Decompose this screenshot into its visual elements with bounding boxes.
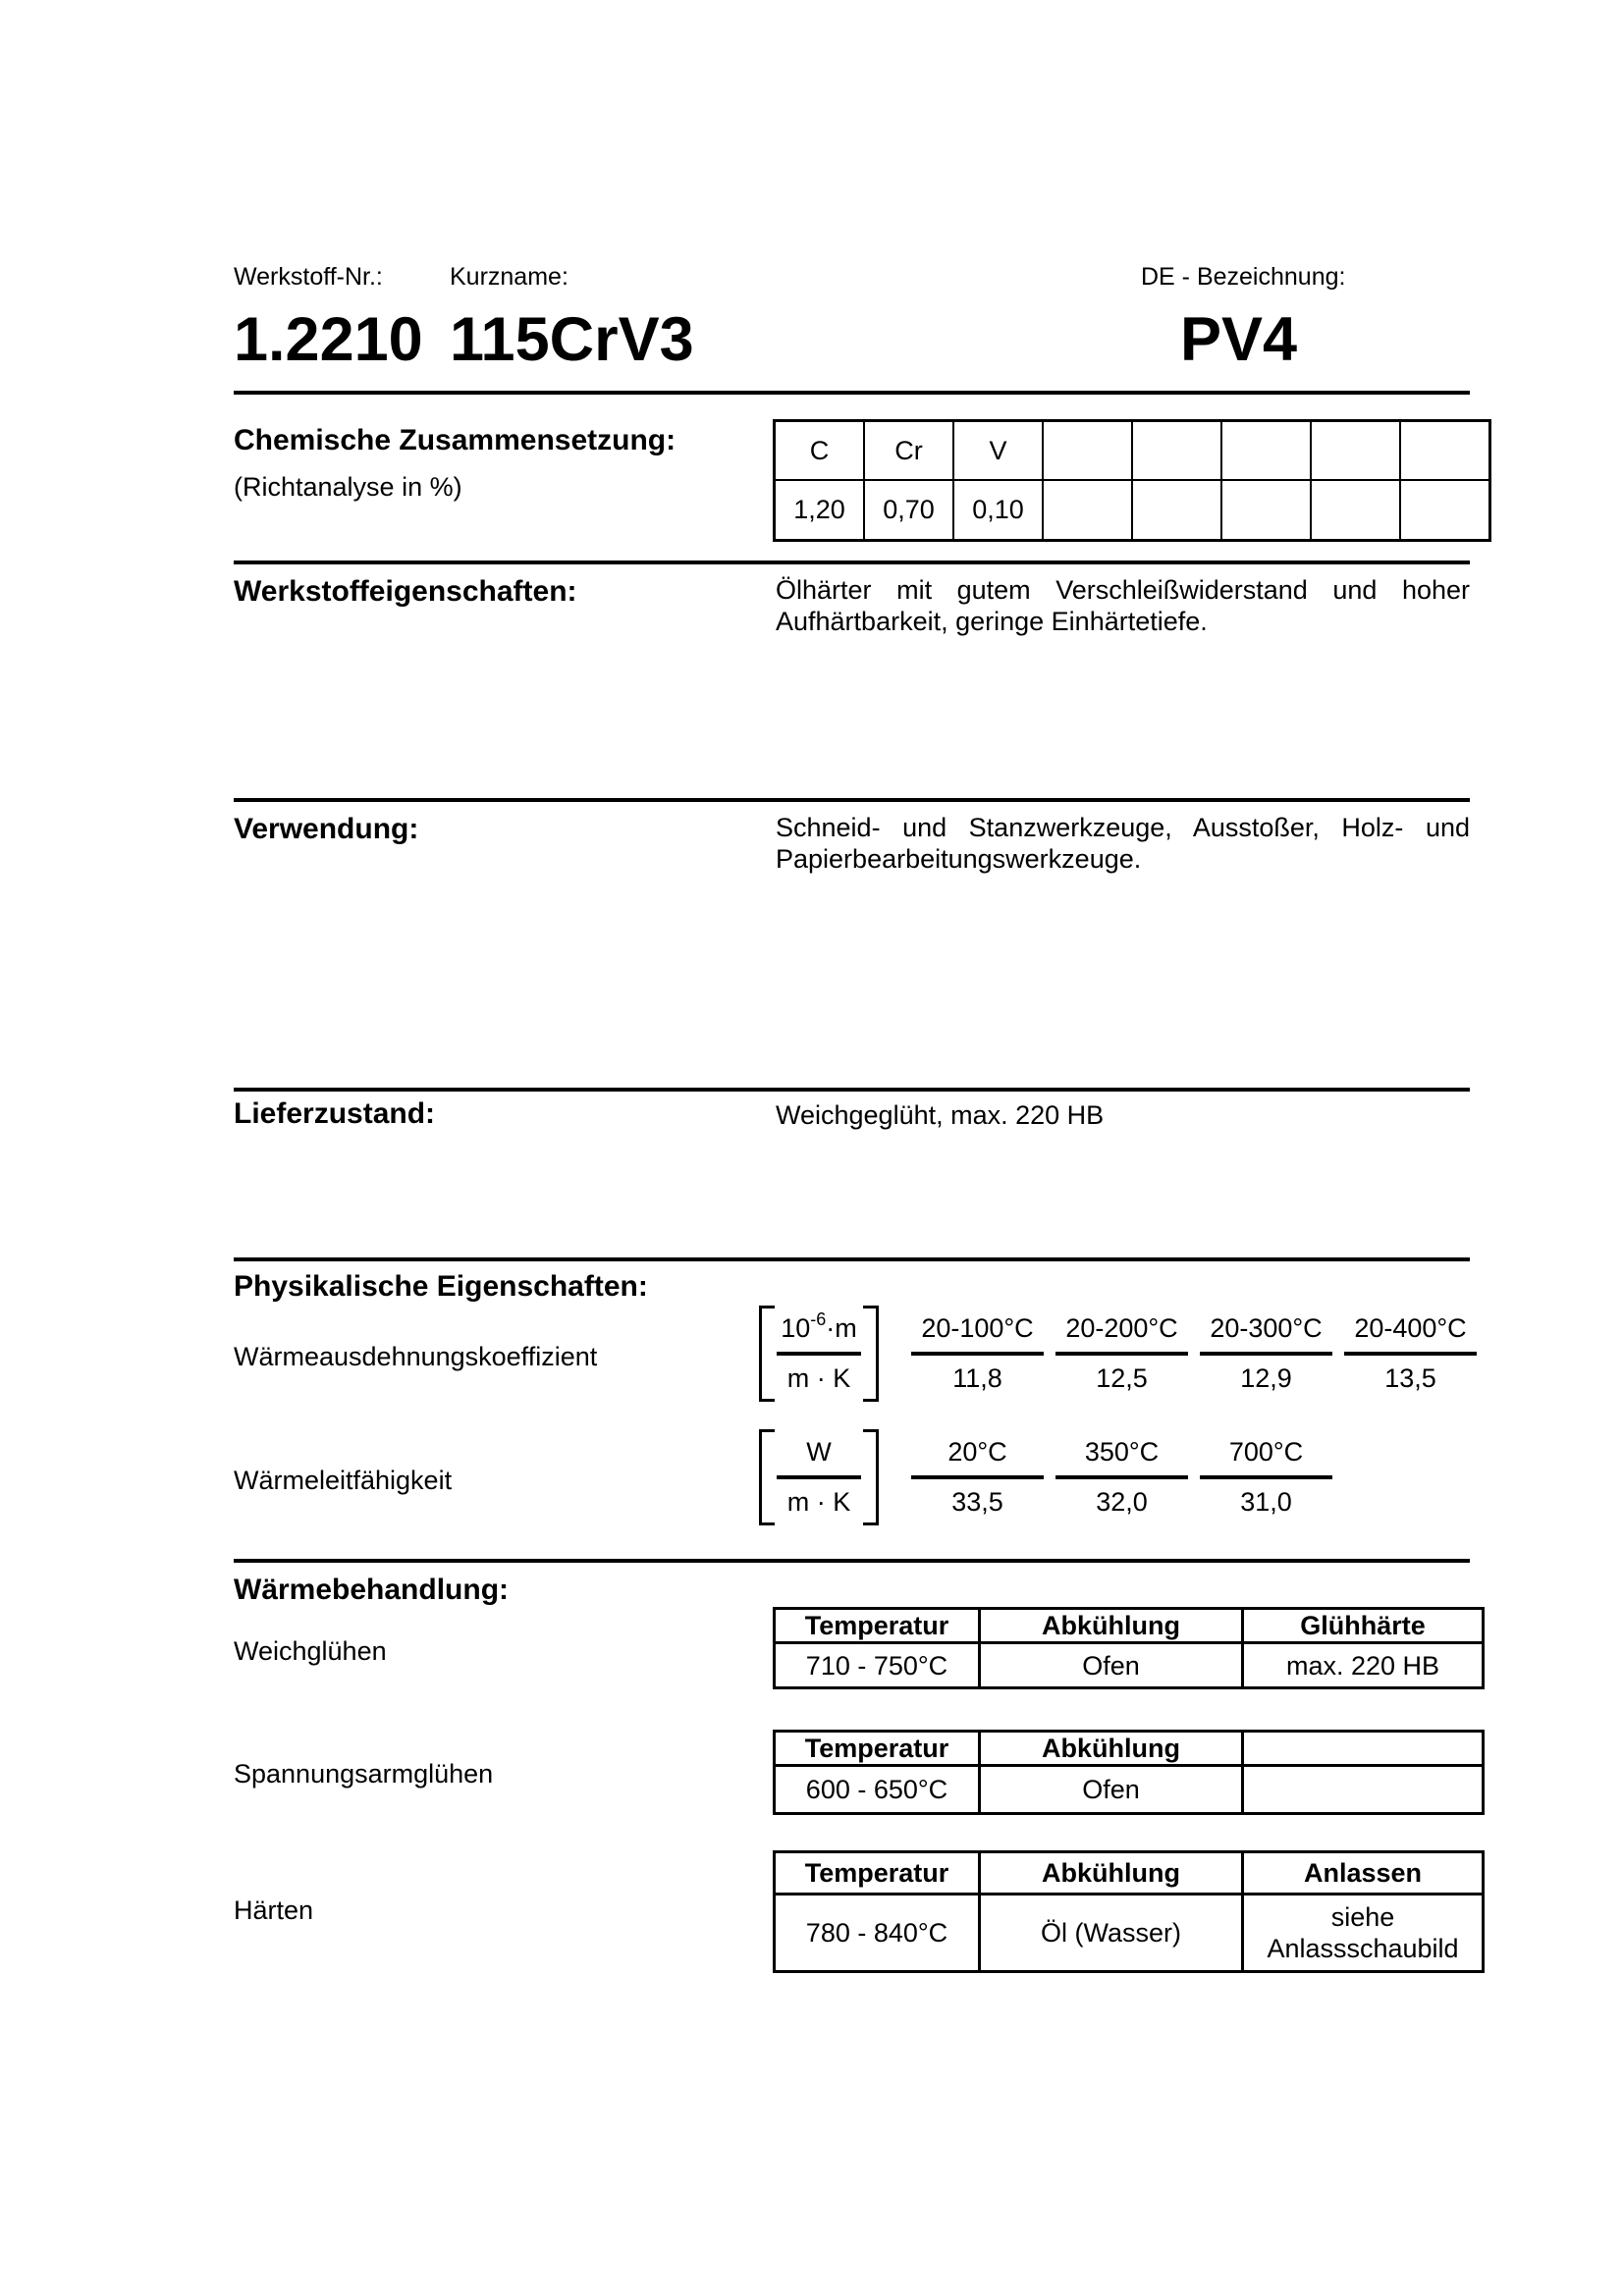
value-cell: max. 220 HB: [1243, 1643, 1484, 1688]
divider-rule-5: [234, 1257, 1470, 1261]
value-cell: 600 - 650°C: [775, 1766, 980, 1814]
chemical-elements-row: [775, 421, 1490, 481]
element-cell: C: [775, 421, 865, 481]
properties-text-line: Ölhärter mit gutem Verschleißwiderstand und hoher: [776, 575, 1470, 605]
stress-relief-table: [773, 1730, 1485, 1815]
element-cell: [1311, 421, 1400, 481]
element-cell: V: [953, 421, 1043, 481]
unit-exponent: -6: [810, 1309, 827, 1329]
temp-range: 20-400°C: [1354, 1313, 1467, 1343]
unit-suffix: ·m: [826, 1313, 857, 1343]
divider-rule-6: [234, 1559, 1470, 1563]
stress-relief-label: Spannungsarmglühen: [234, 1759, 494, 1789]
element-value-cell: [1311, 480, 1400, 541]
element-value-cell: [1132, 480, 1221, 541]
right-bracket-icon: [863, 1429, 879, 1525]
expansion-unit-numerator: [775, 1306, 863, 1352]
usage-text-line: Papierbearbeitungswerkzeuge.: [776, 844, 1142, 874]
expansion-unit-denominator: m · K: [786, 1363, 851, 1393]
element-value-cell: 1,20: [775, 480, 865, 541]
element-cell: [1221, 421, 1311, 481]
expansion-values: [905, 1306, 1483, 1402]
expansion-value: 12,9: [1240, 1363, 1292, 1393]
soft-annealing-table: [773, 1607, 1485, 1689]
temp-range: 20-100°C: [921, 1313, 1034, 1343]
expansion-value: 11,8: [952, 1363, 1002, 1393]
element-value-cell: [1400, 480, 1490, 541]
table-header-row: [775, 1609, 1484, 1643]
expansion-value: 13,5: [1384, 1363, 1436, 1393]
header-cell: Glühhärte: [1243, 1609, 1484, 1643]
divider-rule-1: [234, 391, 1470, 395]
conductivity-column: [905, 1429, 1050, 1525]
value-cell: Ofen: [980, 1643, 1243, 1688]
chemical-section-subtitle: (Richtanalyse in %): [234, 472, 462, 502]
expansion-column: [1050, 1306, 1194, 1402]
element-value-cell: 0,70: [864, 480, 953, 541]
header-cell: Anlassen: [1243, 1852, 1484, 1895]
element-cell: [1043, 421, 1132, 481]
left-bracket-icon: [759, 1306, 775, 1402]
hardening-label: Härten: [234, 1896, 314, 1925]
table-value-row: [775, 1643, 1484, 1688]
temp-range: 20-200°C: [1065, 1313, 1178, 1343]
chemical-values-row: [775, 480, 1490, 541]
delivery-text: Weichgeglüht, max. 220 HB: [776, 1100, 1105, 1130]
temp-value: 20°C: [947, 1437, 1007, 1467]
heat-section-title: Wärmebehandlung:: [234, 1574, 510, 1606]
usage-text: [776, 812, 1470, 875]
expansion-unit: [775, 1306, 863, 1402]
conductivity-value: 32,0: [1096, 1487, 1148, 1517]
conductivity-label: Wärmeleitfähigkeit: [234, 1466, 453, 1495]
usage-text-line: Schneid- und Stanzwerkzeuge, Ausstoßer, Holz- und: [776, 813, 1470, 842]
usage-section-title: Verwendung:: [234, 813, 419, 845]
table-header-row: [775, 1852, 1484, 1895]
unit-base: 10: [781, 1313, 811, 1343]
header-cell: Temperatur: [775, 1852, 980, 1895]
header-cell: [1243, 1732, 1484, 1766]
header-cell: Temperatur: [775, 1732, 980, 1766]
temp-value: 350°C: [1084, 1437, 1160, 1467]
kurzname-label: Kurzname:: [450, 263, 568, 291]
hardening-table: [773, 1850, 1485, 1973]
kurzname-value: 115CrV3: [450, 305, 694, 374]
element-cell: [1400, 421, 1490, 481]
value-cell: 780 - 840°C: [775, 1895, 980, 1972]
element-cell: [1132, 421, 1221, 481]
value-cell: siehe Anlassschaubild: [1243, 1895, 1484, 1972]
conductivity-unit-numerator: W: [806, 1437, 832, 1467]
physical-section-title: Physikalische Eigenschaften:: [234, 1270, 648, 1303]
temp-value: 700°C: [1228, 1437, 1304, 1467]
conductivity-values: [905, 1429, 1338, 1525]
expansion-label: Wärmeausdehnungskoeffizient: [234, 1342, 598, 1371]
element-value-cell: [1043, 480, 1132, 541]
table-value-row: [775, 1895, 1484, 1972]
chemical-section-title: Chemische Zusammensetzung:: [234, 424, 676, 456]
conductivity-column: [1194, 1429, 1338, 1525]
werkstoff-nr-value: 1.2210: [234, 305, 423, 374]
expansion-column: [905, 1306, 1050, 1402]
de-bezeichnung-label: DE - Bezeichnung:: [1141, 263, 1346, 291]
properties-section-title: Werkstoffeigenschaften:: [234, 575, 577, 608]
divider-rule-2: [234, 561, 1470, 564]
right-bracket-icon: [863, 1306, 879, 1402]
header-cell: Abkühlung: [980, 1852, 1243, 1895]
chemical-composition-table: [773, 419, 1491, 542]
element-value-cell: 0,10: [953, 480, 1043, 541]
element-cell: Cr: [864, 421, 953, 481]
expansion-column: [1338, 1306, 1483, 1402]
element-value-cell: [1221, 480, 1311, 541]
header-cell: Abkühlung: [980, 1732, 1243, 1766]
value-cell: 710 - 750°C: [775, 1643, 980, 1688]
conductivity-column: [1050, 1429, 1194, 1525]
table-value-row: [775, 1766, 1484, 1814]
value-cell: [1243, 1766, 1484, 1814]
table-header-row: [775, 1732, 1484, 1766]
header-cell: Temperatur: [775, 1609, 980, 1643]
properties-text: [776, 574, 1470, 637]
conductivity-value: 33,5: [951, 1487, 1003, 1517]
soft-annealing-label: Weichglühen: [234, 1636, 387, 1666]
expansion-unit-fraction: [759, 1306, 879, 1402]
header-cell: Abkühlung: [980, 1609, 1243, 1643]
value-cell: Ofen: [980, 1766, 1243, 1814]
expansion-value: 12,5: [1096, 1363, 1148, 1393]
divider-rule-3: [234, 798, 1470, 802]
divider-rule-4: [234, 1088, 1470, 1092]
delivery-section-title: Lieferzustand:: [234, 1097, 436, 1130]
conductivity-value: 31,0: [1240, 1487, 1292, 1517]
conductivity-unit-fraction: [759, 1429, 879, 1525]
temp-range: 20-300°C: [1210, 1313, 1323, 1343]
value-cell: Öl (Wasser): [980, 1895, 1243, 1972]
conductivity-unit: [775, 1429, 863, 1525]
expansion-column: [1194, 1306, 1338, 1402]
left-bracket-icon: [759, 1429, 775, 1525]
werkstoff-nr-label: Werkstoff-Nr.:: [234, 263, 383, 291]
de-bezeichnung-value: PV4: [1180, 305, 1298, 374]
properties-text-line: Aufhärtbarkeit, geringe Einhärtetiefe.: [776, 607, 1208, 636]
conductivity-unit-denominator: m · K: [786, 1487, 851, 1517]
